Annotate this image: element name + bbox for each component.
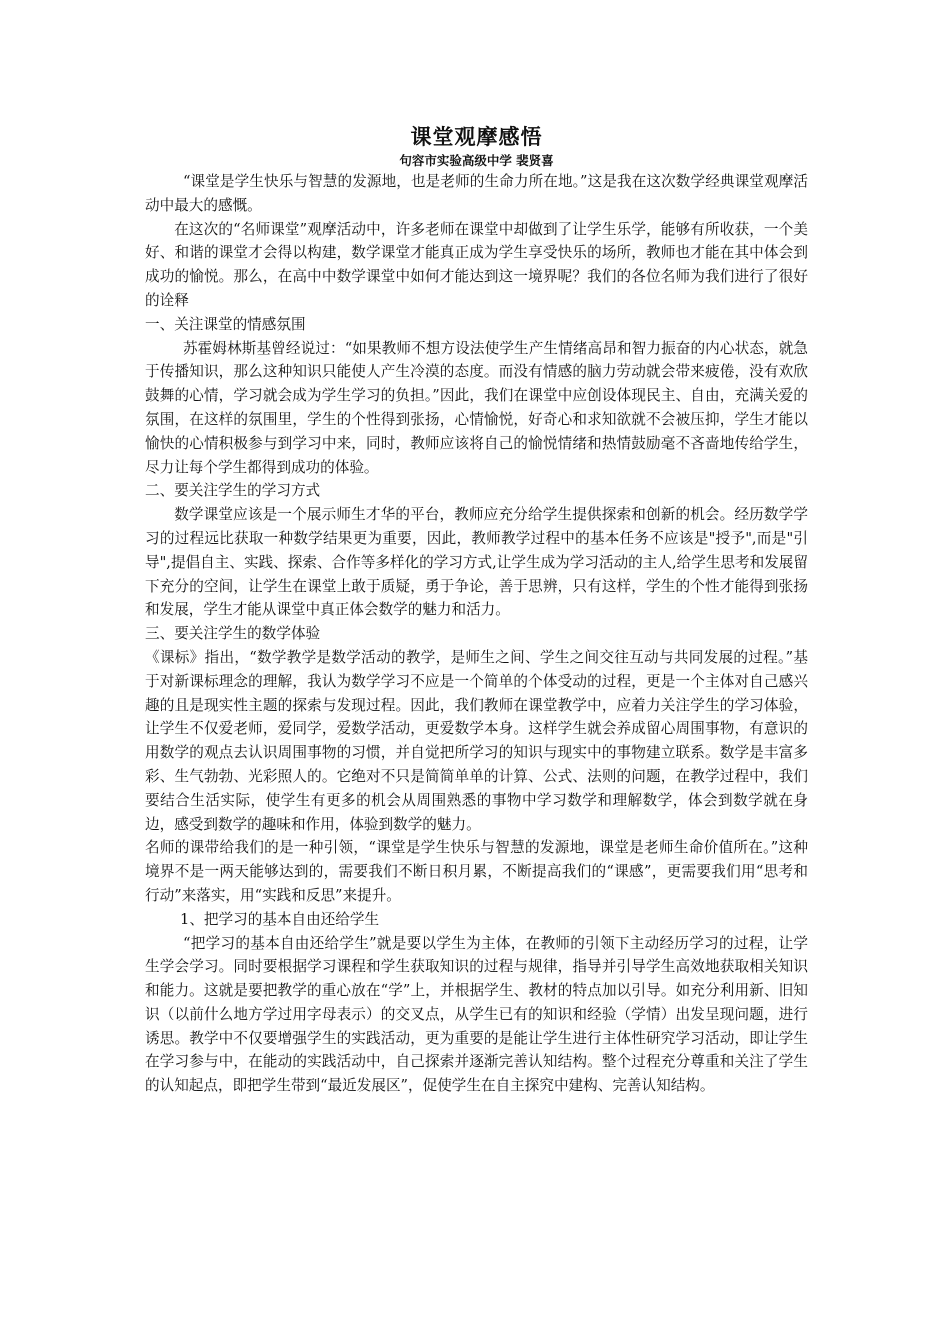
section-heading-2: 二、要关注学生的学习方式: [145, 482, 321, 500]
paragraph-section-3: 《课标》指出，“数学教学是数学活动的教学，是师生之间、学生之间交往互动与共同发展的过程。”基于对新课标理念的理解，我认为数学学习不应是一个简单的个体受动的过程，更是一个主体对自己感兴趣的且是现实性主题的探索与发现过程。因此，我们教师在课堂教学中，应着力关注学生的学习体验，让学生不仅爱老师，爱同学，爱数学活动，更爱数学本身。这样学生就会养成留心周围事物，有意识的用数学的观点去认识周围事物的习惯，并自觉把所学习的知识与现实中的事物建立联系。数学是丰富多彩、生气勃勃、光彩照人的。它绝对不只是简简单单的计算、公式、法则的问题，在教学过程中，我们要结合生活实际，使学生有更多的机会从周围熟悉的事物中学习数学和理解数学，体会到数学就在身边，感受到数学的趣味和作用，体验到数学的魅力。: [145, 648, 808, 833]
section-heading-1: 一、关注课堂的情感氛围: [145, 315, 306, 333]
paragraph-section-2: 数学课堂应该是一个展示师生才华的平台，教师应充分给学生提供探索和创新的机会。经历数学学习的过程远比获取一种数学结果更为重要，因此，教师教学过程中的基本任务不应该是"授予",而是"引导",提倡自主、实践、探索、合作等多样化的学习方式,让学生成为学习活动的主人,给学生思考和发展留下充分的空间，让学生在课堂上敢于质疑，勇于争论，善于思辨，只有这样，学生的个性才能得到张扬和发展，学生才能从课堂中真正体会数学的魅力和活力。: [145, 506, 808, 619]
paragraph-summary: 名师的课带给我们的是一种引领，“课堂是学生快乐与智慧的发源地，课堂是老师生命价值所在。”这种境界不是一两天能够达到的，需要我们不断日积月累，不断提高我们的“课感”，更需要我们用“思考和行动”来落实，用“实践和反思”来提升。: [145, 839, 808, 904]
paragraph-subsection-1: “把学习的基本自由还给学生”就是要以学生为主体，在教师的引领下主动经历学习的过程，让学生学会学习。同时要根据学习课程和学生获取知识的过程与规律，指导并引导学生高效地获取相关知识和能力。这就是要把教学的重心放在“学”上，并根据学生、教材的特点加以引导。如充分利用新、旧知识（以前什么地方学过用字母表示）的交叉点，从学生已有的知识和经验（学情）出发呈现问题，进行诱思。教学中不仅要增强学生的实践活动，更为重要的是能让学生进行主体性研究学习活动，即让学生在学习参与中，在能动的实践活动中，自己探索并逐渐完善认知结构。整个过程充分尊重和关注了学生的认知起点，即把学生带到“最近发展区”，促使学生在自主探究中建构、完善认知结构。: [145, 934, 808, 1095]
section-heading-3: 三、要关注学生的数学体验: [145, 625, 321, 643]
document-page: [145, 122, 808, 1098]
paragraph-activity: 在这次的“名师课堂”观摩活动中，许多老师在课堂中却做到了让学生乐学，能够有所收获，一个美好、和谐的课堂才会得以构建，数学课堂才能真正成为学生享受快乐的场所，教师也才能在其中体会到成功的愉悦。那么，在高中中数学课堂中如何才能达到这一境界呢？我们的各位名师为我们进行了很好的诠释: [145, 220, 808, 309]
document-title: 课堂观摩感悟: [410, 125, 543, 149]
paragraph-section-1: 苏霍姆林斯基曾经说过：“如果教师不想方设法使学生产生情绪高昂和智力振奋的内心状态，就急于传播知识，那么这种知识只能使人产生冷漠的态度。而没有情感的脑力劳动就会带来疲倦，没有欢欣鼓舞的心情，学习就会成为学生学习的负担。”因此，我们在课堂中应创设体现民主、自由，充满关爱的氛围，在这样的氛围里，学生的个性得到张扬，心情愉悦，好奇心和求知欲就不会被压抑，学生才能以愉快的心情积极参与到学习中来，同时，教师应该将自己的愉悦情绪和热情鼓励毫不吝啬地传给学生，尽力让每个学生都得到成功的体验。: [145, 339, 808, 476]
paragraph-intro-quote: “课堂是学生快乐与智慧的发源地，也是老师的生命力所在地。”这是我在这次数学经典课堂观摩活动中最大的感慨。: [145, 173, 808, 214]
subsection-heading-1: 1、把学习的基本自由还给学生: [180, 910, 380, 928]
document-author: 句容市实验高级中学 裴贤喜: [399, 153, 554, 168]
